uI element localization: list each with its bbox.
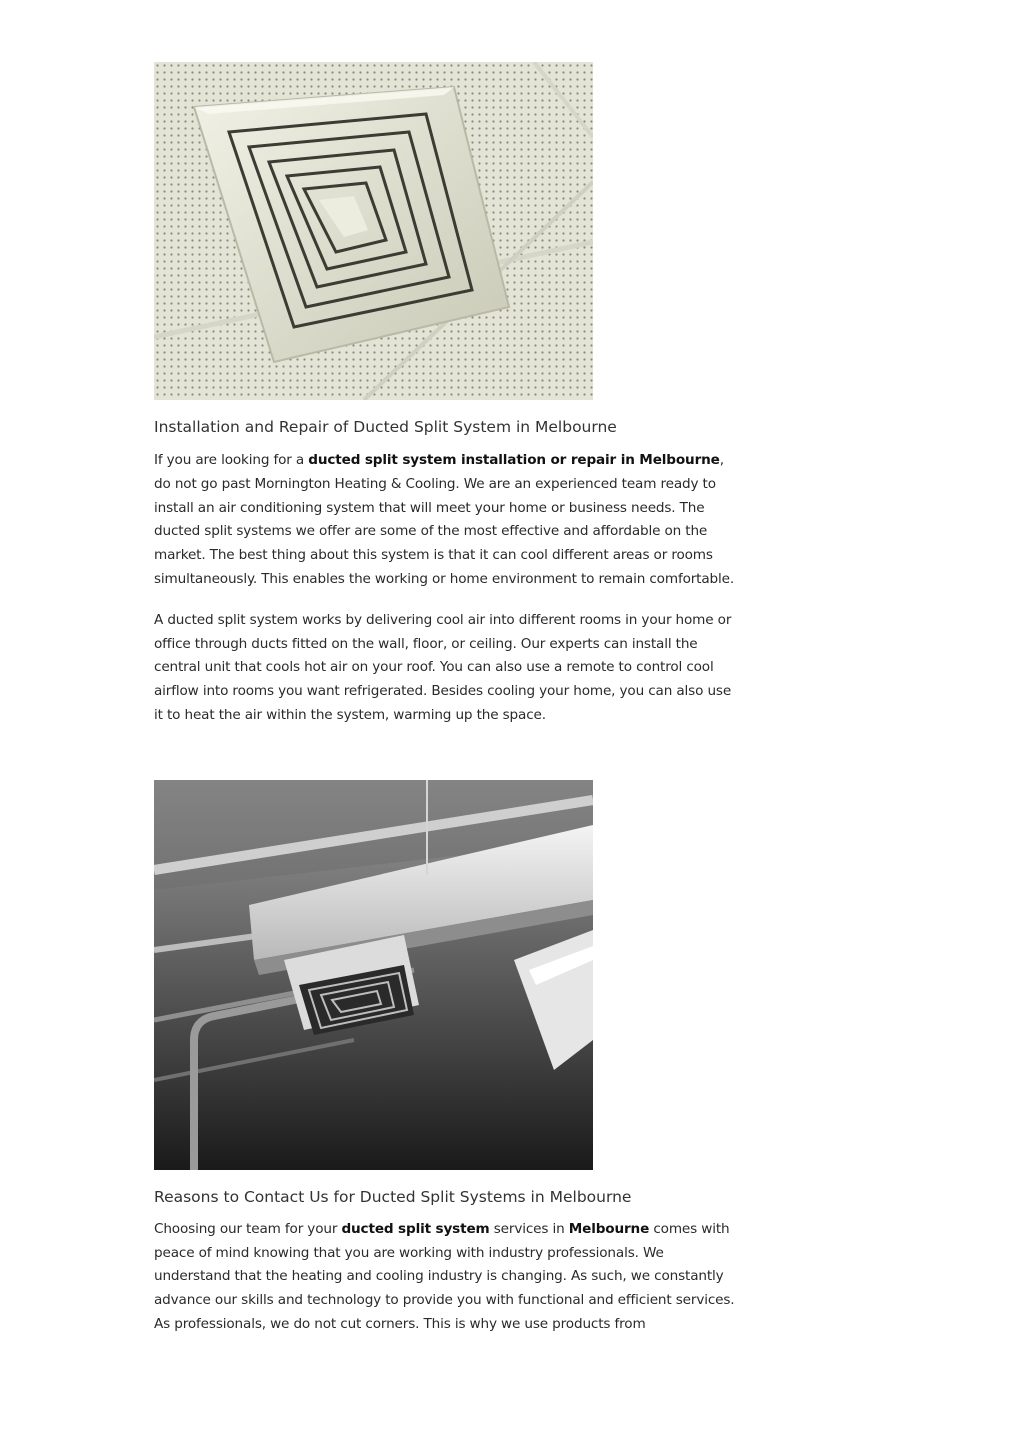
- reasons-paragraph: Choosing our team for your ducted split system services in Melbourne comes with peace of mind knowing that you are working with industry professionals. We understand that the heating and cooling industry is changing. As such, we constantly advance our skills and technology to provide you with functional and efficient services. As professionals, we do not cut corners. This is why we use products from: [154, 1220, 735, 1332]
- keyword-bold: ducted split system: [341, 1220, 490, 1237]
- section-heading: Installation and Repair of Ducted Split System in Melbourne: [154, 418, 617, 436]
- article-content: [154, 62, 744, 1337]
- intro-paragraph: If you are looking for a ducted split system installation or repair in Melbourne, do not go past Mornington Heating & Cooling. We are an experienced team ready to install an air conditioning system that will meet your home or business needs. The ducted split systems we offer are some of the most effective and affordable on the market. The best thing about this system is that it can cool different areas or rooms simultaneously. This enables the working or home environment to remain comfortable.: [154, 452, 735, 587]
- ceiling-vent-image: [154, 62, 593, 400]
- how-it-works-paragraph: A ducted split system works by delivering cool air into different rooms in your home or office through ducts fitted on the wall, floor, or ceiling. Our experts can install the central unit that cools hot air on your roof. You can also use a remote to control cool airflow into rooms you want refrigerated. Besides cooling your home, you can also use it to heat the air within the system, warming up the space.: [154, 611, 732, 723]
- ceiling-duct-image: [154, 780, 593, 1170]
- keyword-bold: ducted split system installation or repair in Melbourne: [308, 452, 720, 468]
- section-heading: Reasons to Contact Us for Ducted Split Systems in Melbourne: [154, 1187, 632, 1206]
- keyword-bold: Melbourne: [568, 1220, 650, 1237]
